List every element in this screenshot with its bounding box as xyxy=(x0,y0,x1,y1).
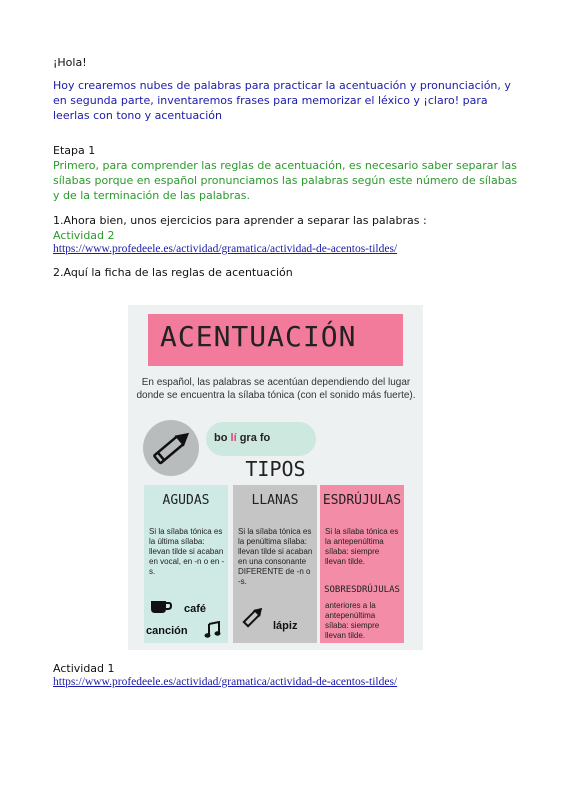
tipos-heading: TIPOS xyxy=(245,457,306,481)
syllable-4: fo xyxy=(259,432,271,444)
esdrujulas-column xyxy=(320,485,404,643)
llanas-column xyxy=(233,485,317,643)
activity-1-link[interactable]: https://www.profedeele.es/actividad/gramatica/actividad-de-acentos-tildes/ xyxy=(53,676,398,688)
etapa-paragraph: Primero, para comprender las reglas de acentuación, es necesario saber separar las sílabas porque en español pronunciamos las palabras según este número de sílabas y de la terminación de las palabras. xyxy=(53,159,518,202)
greeting: ¡Hola! xyxy=(53,56,87,69)
activity-2-label: Actividad 2 xyxy=(53,229,115,242)
activity-2-link[interactable]: https://www.profedeele.es/actividad/gramatica/actividad-de-acentos-tildes/ xyxy=(53,243,398,255)
music-note-icon xyxy=(204,621,222,639)
activity-1-heading: Actividad 1 xyxy=(53,662,115,675)
item1-text: 1.Ahora bien, unos ejercicios para aprender a separar las palabras : xyxy=(53,214,427,227)
intro-paragraph: Hoy crearemos nubes de palabras para practicar la acentuación y pronunciación, y en segunda parte, inventaremos frases para memorizar el léxico y ¡claro! para leerlas con tono y acentuación xyxy=(53,79,511,122)
example-cafe: café xyxy=(184,603,207,615)
syllable-3: gra xyxy=(239,432,257,444)
example-lapiz: lápiz xyxy=(273,620,298,632)
llanas-text: Si la sílaba tónica es la penúltima sílaba: llevan tilde si acaban en una consonante DIFERENTE de -n o -s. xyxy=(238,527,313,586)
coffee-cup-icon xyxy=(149,597,173,615)
infographic-title: ACENTUACIÓN xyxy=(160,320,357,353)
item2-text: 2.Aquí la ficha de las reglas de acentuación xyxy=(53,266,293,279)
example-cancion: canción xyxy=(146,625,188,637)
syllable-1: bo xyxy=(214,432,228,444)
infographic-description: En español, las palabras se acentúan dependiendo del lugar donde se encuentra la sílaba tónica (con el sonido más fuerte). xyxy=(136,377,416,401)
esdrujulas-text: Si la sílaba tónica es la antepenúltima sílaba: siempre llevan tilde. xyxy=(325,527,399,566)
sobresdrujulas-text: anteriores a la antepenúltima sílaba: siempre llevan tilde. xyxy=(325,601,380,640)
agudas-text: Si la sílaba tónica es la última sílaba: llevan tilde si acaban en vocal, en -n o en -s. xyxy=(149,527,225,576)
agudas-column xyxy=(144,485,228,643)
agudas-heading: AGUDAS xyxy=(162,493,210,508)
llanas-heading: LLANAS xyxy=(251,493,299,508)
syllable-2-stressed: lí xyxy=(230,432,237,444)
etapa-heading: Etapa 1 xyxy=(53,144,96,157)
sobresdrujulas-heading: SOBRESDRÚJULAS xyxy=(324,585,400,595)
acentuacion-infographic xyxy=(128,305,423,650)
syllable-example xyxy=(214,432,270,444)
pencil-icon xyxy=(239,603,267,631)
esdrujulas-heading: ESDRÚJULAS xyxy=(322,493,402,508)
infographic-title-bar xyxy=(148,314,403,366)
